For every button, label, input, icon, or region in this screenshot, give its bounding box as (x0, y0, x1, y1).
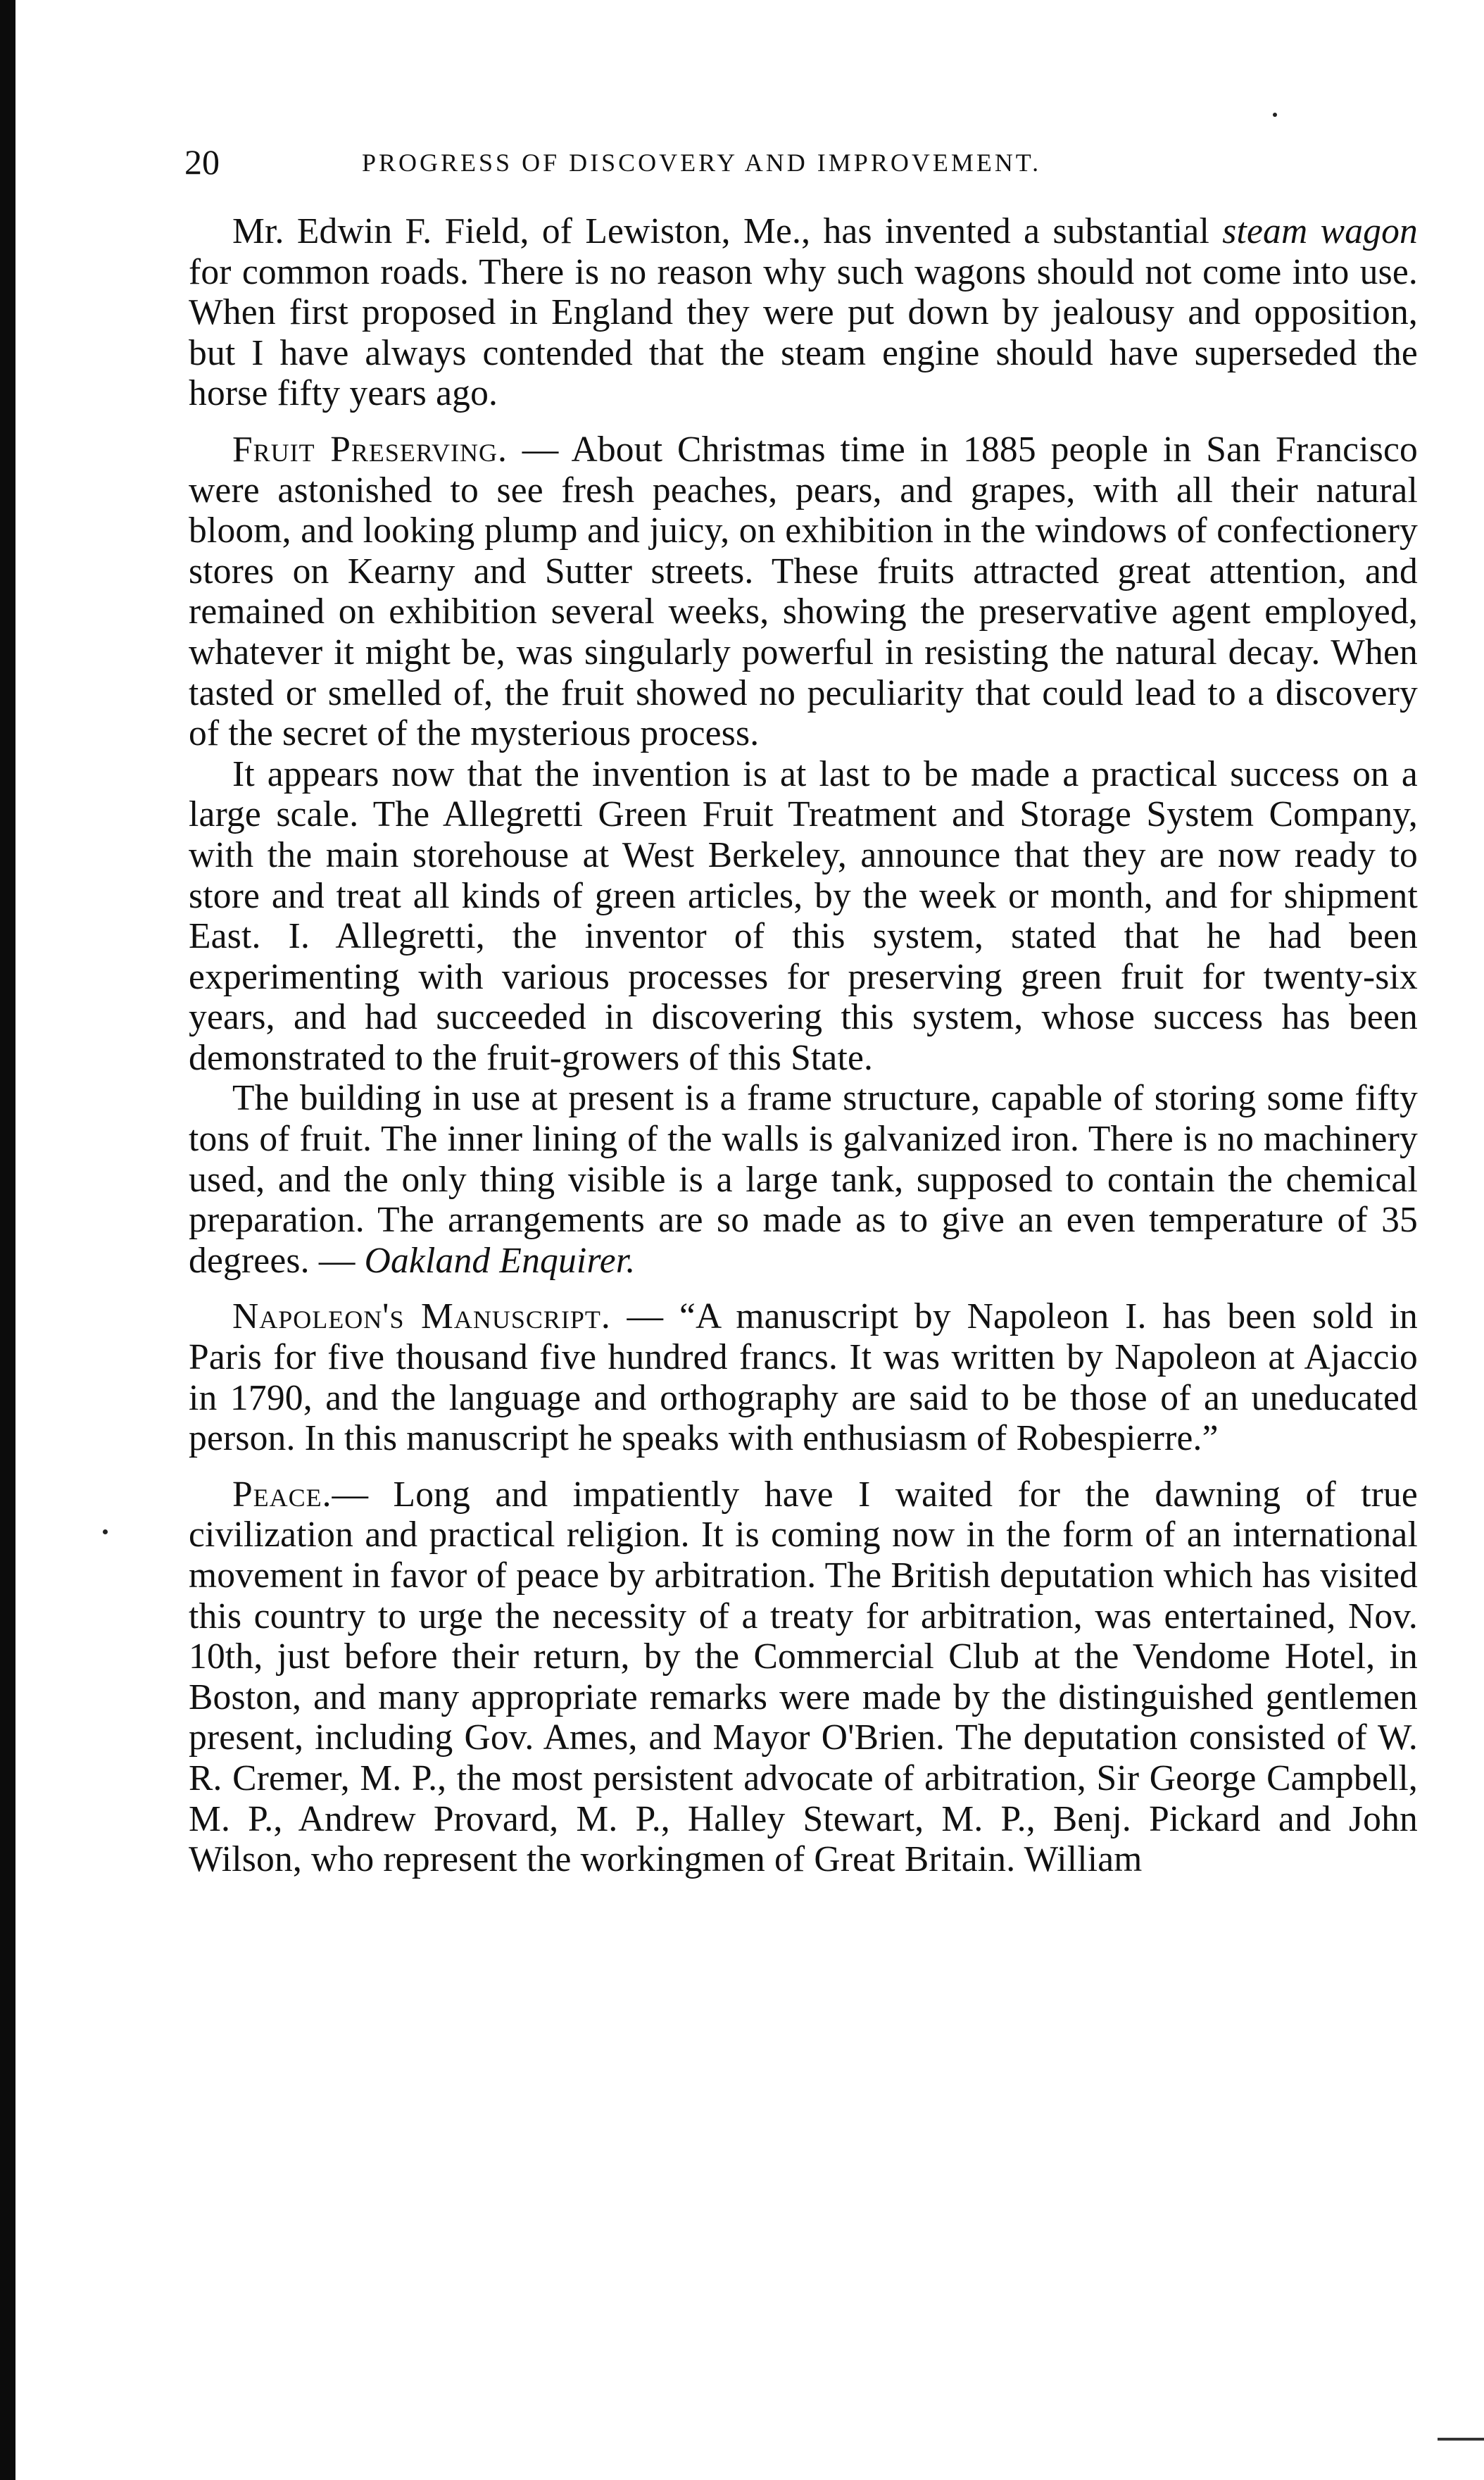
scan-edge-mark (1438, 2438, 1484, 2441)
paragraph-peace (189, 1474, 1418, 1880)
page-title: PROGRESS OF DISCOVERY AND IMPROVEMENT. (362, 149, 1042, 177)
emphasis-text: steam wagon (1222, 211, 1418, 251)
print-speck (103, 1529, 108, 1534)
paragraph-steam-wagon (189, 211, 1418, 414)
paragraph-text: Mr. Edwin F. Field, of Lewiston, Me., has invented a substantial (232, 211, 1223, 251)
section-caption: Napoleon's Manuscript. (232, 1296, 611, 1337)
paragraph-text: The building in use at present is a frame structure, capable of storing some fifty tons of fruit. The inner lining of the walls is galvanized iron. There is no machinery used, and the only thing visible is a large tank, supposed to contain the chemical preparation. The arrangements are so made as to give an even temperature of 35 degrees. — (189, 1078, 1418, 1281)
paragraph-text: — Long and impatiently have I waited for the dawning of true civilization and practical religion. It is coming now in the form of an international movement in favor of peace by arbitration. The British deputation which has visited this country to urge the necessity of a treaty for arbitration, was entertained, Nov. 10th, just before their return, by the Commercial Club at the Vendome Hotel, in Boston, and many appropriate remarks were made by the distinguished gentlemen present, including Gov. Ames, and Mayor O'Brien. The deputation consisted of W. R. Cremer, M. P., the most persistent advocate of arbitration, Sir George Campbell, M. P., Andrew Provard, M. P., Halley Stewart, M. P., Benj. Pickard and John Wilson, who represent the workingmen of Great Britain. William (189, 1474, 1418, 1880)
paragraph-text: for common roads. There is no reason why such wagons should not come into use. When first proposed in England they were put down by jealousy and opposition, but I have always contended that the steam engine should have superseded the horse fifty years ago. (189, 251, 1418, 414)
paragraph-text: — “A manuscript by Napoleon I. has been sold in Paris for five thousand five hundred francs. It was written by Napoleon at Ajaccio in 1790, and the language and orthography are said to be those of an uneducated person. In this manuscript he speaks with enthusiasm of Robespierre.” (189, 1296, 1418, 1459)
page-number: 20 (184, 142, 220, 182)
source-citation: Oakland Enquirer. (364, 1240, 636, 1281)
section-caption: Peace. (232, 1474, 332, 1515)
paragraph-napoleon-manuscript (189, 1296, 1418, 1458)
page-binding-edge (0, 0, 15, 2480)
paragraph-storage-building (189, 1078, 1418, 1281)
print-speck (1273, 113, 1277, 117)
paragraph-fruit-preserving (189, 430, 1418, 754)
paragraph-allegretti: It appears now that the invention is at last to be made a practical success on a large scale. The Allegretti Green Fruit Treatment and Storage System Company, with the main storehouse at West Berkeley, announce that they are now ready to store and treat all kinds of green articles, by the week or month, and for shipment East. I. Allegretti, the inventor of this system, stated that he had been experimenting with various processes for preserving green fruit for twenty-six years, and had succeeded in discovering this system, whose success has been demonstrated to the fruit-growers of this State. (189, 753, 1418, 1078)
article-body (189, 211, 1418, 1880)
section-caption: Fruit Preserving. (232, 429, 508, 470)
running-head (184, 139, 1240, 184)
paragraph-text: — About Christmas time in 1885 people in San Francisco were astonished to see fresh peaches, pears, and grapes, with all their natural bloom, and looking plump and juicy, on exhibition in the windows of confectionery stores on Kearny and Sutter streets. These fruits attracted great attention, and remained on exhibition several weeks, showing the preservative agent employed, whatever it might be, was singularly powerful in resisting the natural decay. When tasted or smelled of, the fruit showed no peculiarity that could lead to a discovery of the secret of the mysterious process. (189, 429, 1418, 754)
